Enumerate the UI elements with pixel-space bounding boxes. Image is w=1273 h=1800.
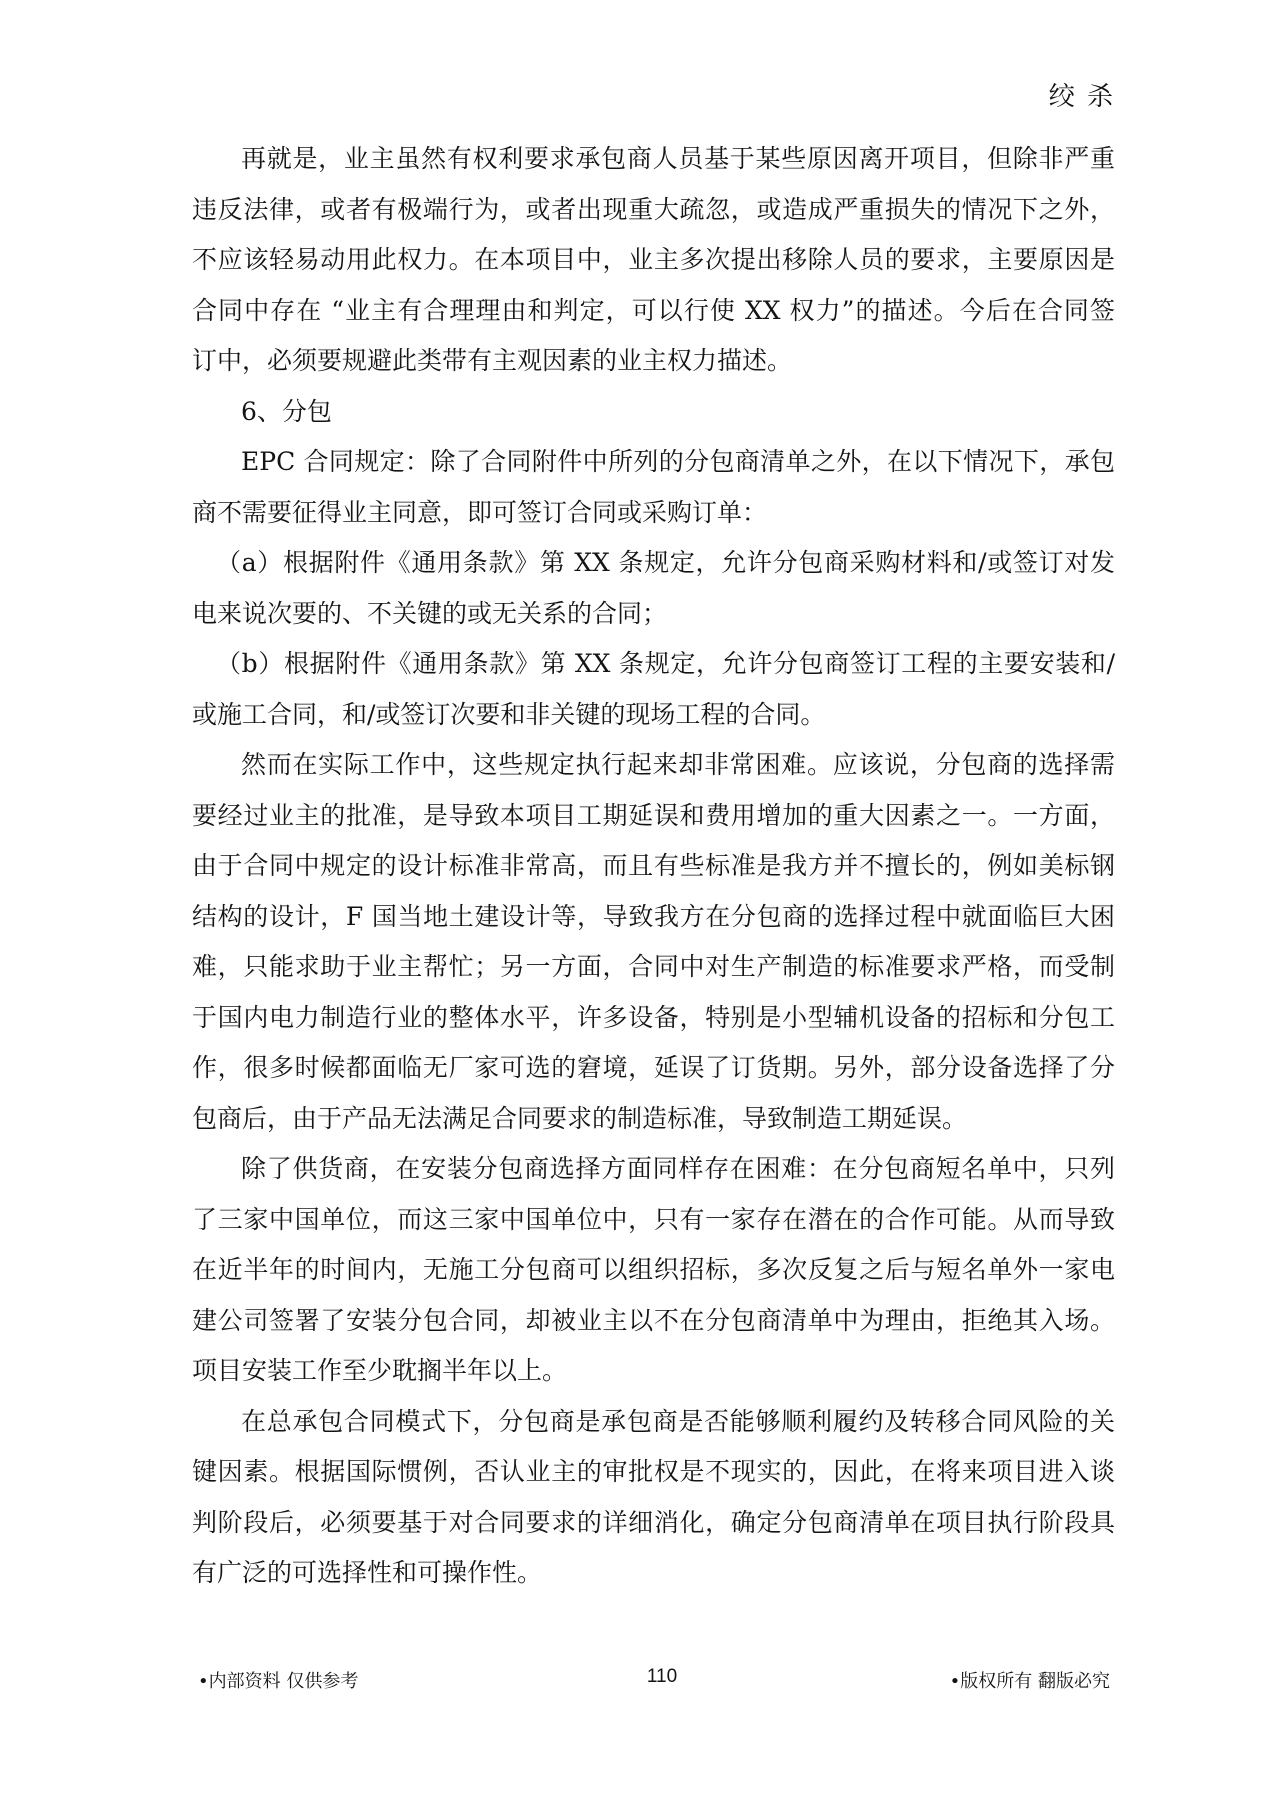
body-line: 违反法律，或者有极端行为，或者出现重大疏忽，或造成严重损失的情况下之外，	[192, 194, 1115, 224]
paragraph-conclusion	[192, 1397, 1115, 1599]
body-line: 由于合同中规定的设计标准非常高，而且有些标准是我方并不擅长的，例如美标钢	[192, 851, 1115, 880]
body-line: 项目安装工作至少耽搁半年以上。	[192, 1356, 568, 1385]
body-line: 商不需要征得业主同意，即可签订合同或采购订单：	[192, 497, 768, 527]
body-line: （a）根据附件《通用条款》第 XX 条规定，允许分包商采购材料和/或签订对发	[216, 548, 1115, 577]
running-header: 绞 杀	[1048, 82, 1115, 112]
page-number: 110	[646, 1666, 678, 1687]
body-line: 在近半年的时间内，无施工分包商可以组织招标，多次反复之后与短名单外一家电	[192, 1255, 1115, 1284]
body-line: 再就是，业主虽然有权利要求承包商人员基于某些原因离开项目，但除非严重	[241, 144, 1115, 173]
paragraph-epc-contract	[192, 437, 1115, 538]
section-heading-text: 6、分包	[241, 396, 332, 426]
body-line: 作，很多时候都面临无厂家可选的窘境，延误了订货期。另外，部分设备选择了分	[192, 1053, 1115, 1082]
body-line: 然而在实际工作中，这些规定执行起来却非常困难。应该说，分包商的选择需	[241, 750, 1115, 779]
body-line: 除了供货商，在安装分包商选择方面同样存在困难：在分包商短名单中，只列	[241, 1154, 1115, 1183]
body-text	[192, 134, 1115, 1599]
body-line: 于国内电力制造行业的整体水平，许多设备，特别是小型辅机设备的招标和分包工	[192, 1002, 1115, 1032]
footer-copyright: •版权所有 翻版必究	[949, 1671, 1110, 1692]
body-line: 不应该轻易动用此权力。在本项目中，业主多次提出移除人员的要求，主要原因是	[192, 245, 1115, 274]
body-line: （b）根据附件《通用条款》第 XX 条规定，允许分包商签订工程的主要安装和/	[216, 649, 1115, 678]
body-line: 包商后，由于产品无法满足合同要求的制造标准，导致制造工期延误。	[192, 1103, 968, 1133]
section-heading	[192, 387, 1115, 438]
list-item-b	[192, 639, 1115, 740]
body-line: 键因素。根据国际惯例，否认业主的审批权是不现实的，因此，在将来项目进入谈	[192, 1457, 1115, 1486]
paragraph-practical-difficulty	[192, 740, 1115, 1144]
body-line: 要经过业主的批准，是导致本项目工期延误和费用增加的重大因素之一。一方面，	[192, 800, 1115, 830]
body-line: 结构的设计，F 国当地土建设计等，导致我方在分包商的选择过程中就面临巨大困	[192, 901, 1115, 931]
body-line: EPC 合同规定：除了合同附件中所列的分包商清单之外，在以下情况下，承包	[241, 447, 1115, 476]
list-item-a	[192, 538, 1115, 639]
body-line: 建公司签署了安装分包合同，却被业主以不在分包商清单中为理由，拒绝其入场。	[192, 1305, 1115, 1335]
body-line: 难，只能求助于业主帮忙；另一方面，合同中对生产制造的标准要求严格，而受制	[192, 952, 1115, 981]
footer-internal-note: •内部资料 仅供参考	[198, 1671, 359, 1692]
body-line: 了三家中国单位，而这三家中国单位中，只有一家存在潜在的合作可能。从而导致	[192, 1204, 1115, 1234]
body-line: 合同中存在 “业主有合理理由和判定，可以行使 XX 权力”的描述。今后在合同签	[192, 295, 1115, 325]
body-line: 电来说次要的、不关键的或无关系的合同；	[192, 598, 668, 628]
paragraph-installation-subcontractor	[192, 1144, 1115, 1397]
paragraph-personnel-removal	[192, 134, 1115, 387]
body-line: 在总承包合同模式下，分包商是承包商是否能够顺利履约及转移合同风险的关	[241, 1406, 1115, 1436]
body-line: 判阶段后，必须要基于对合同要求的详细消化，确定分包商清单在项目执行阶段具	[192, 1507, 1115, 1537]
body-line: 或施工合同，和/或签订次要和非关键的现场工程的合同。	[192, 699, 826, 729]
body-line: 订中，必须要规避此类带有主观因素的业主权力描述。	[192, 346, 793, 375]
body-line: 有广泛的可选择性和可操作性。	[192, 1558, 543, 1587]
